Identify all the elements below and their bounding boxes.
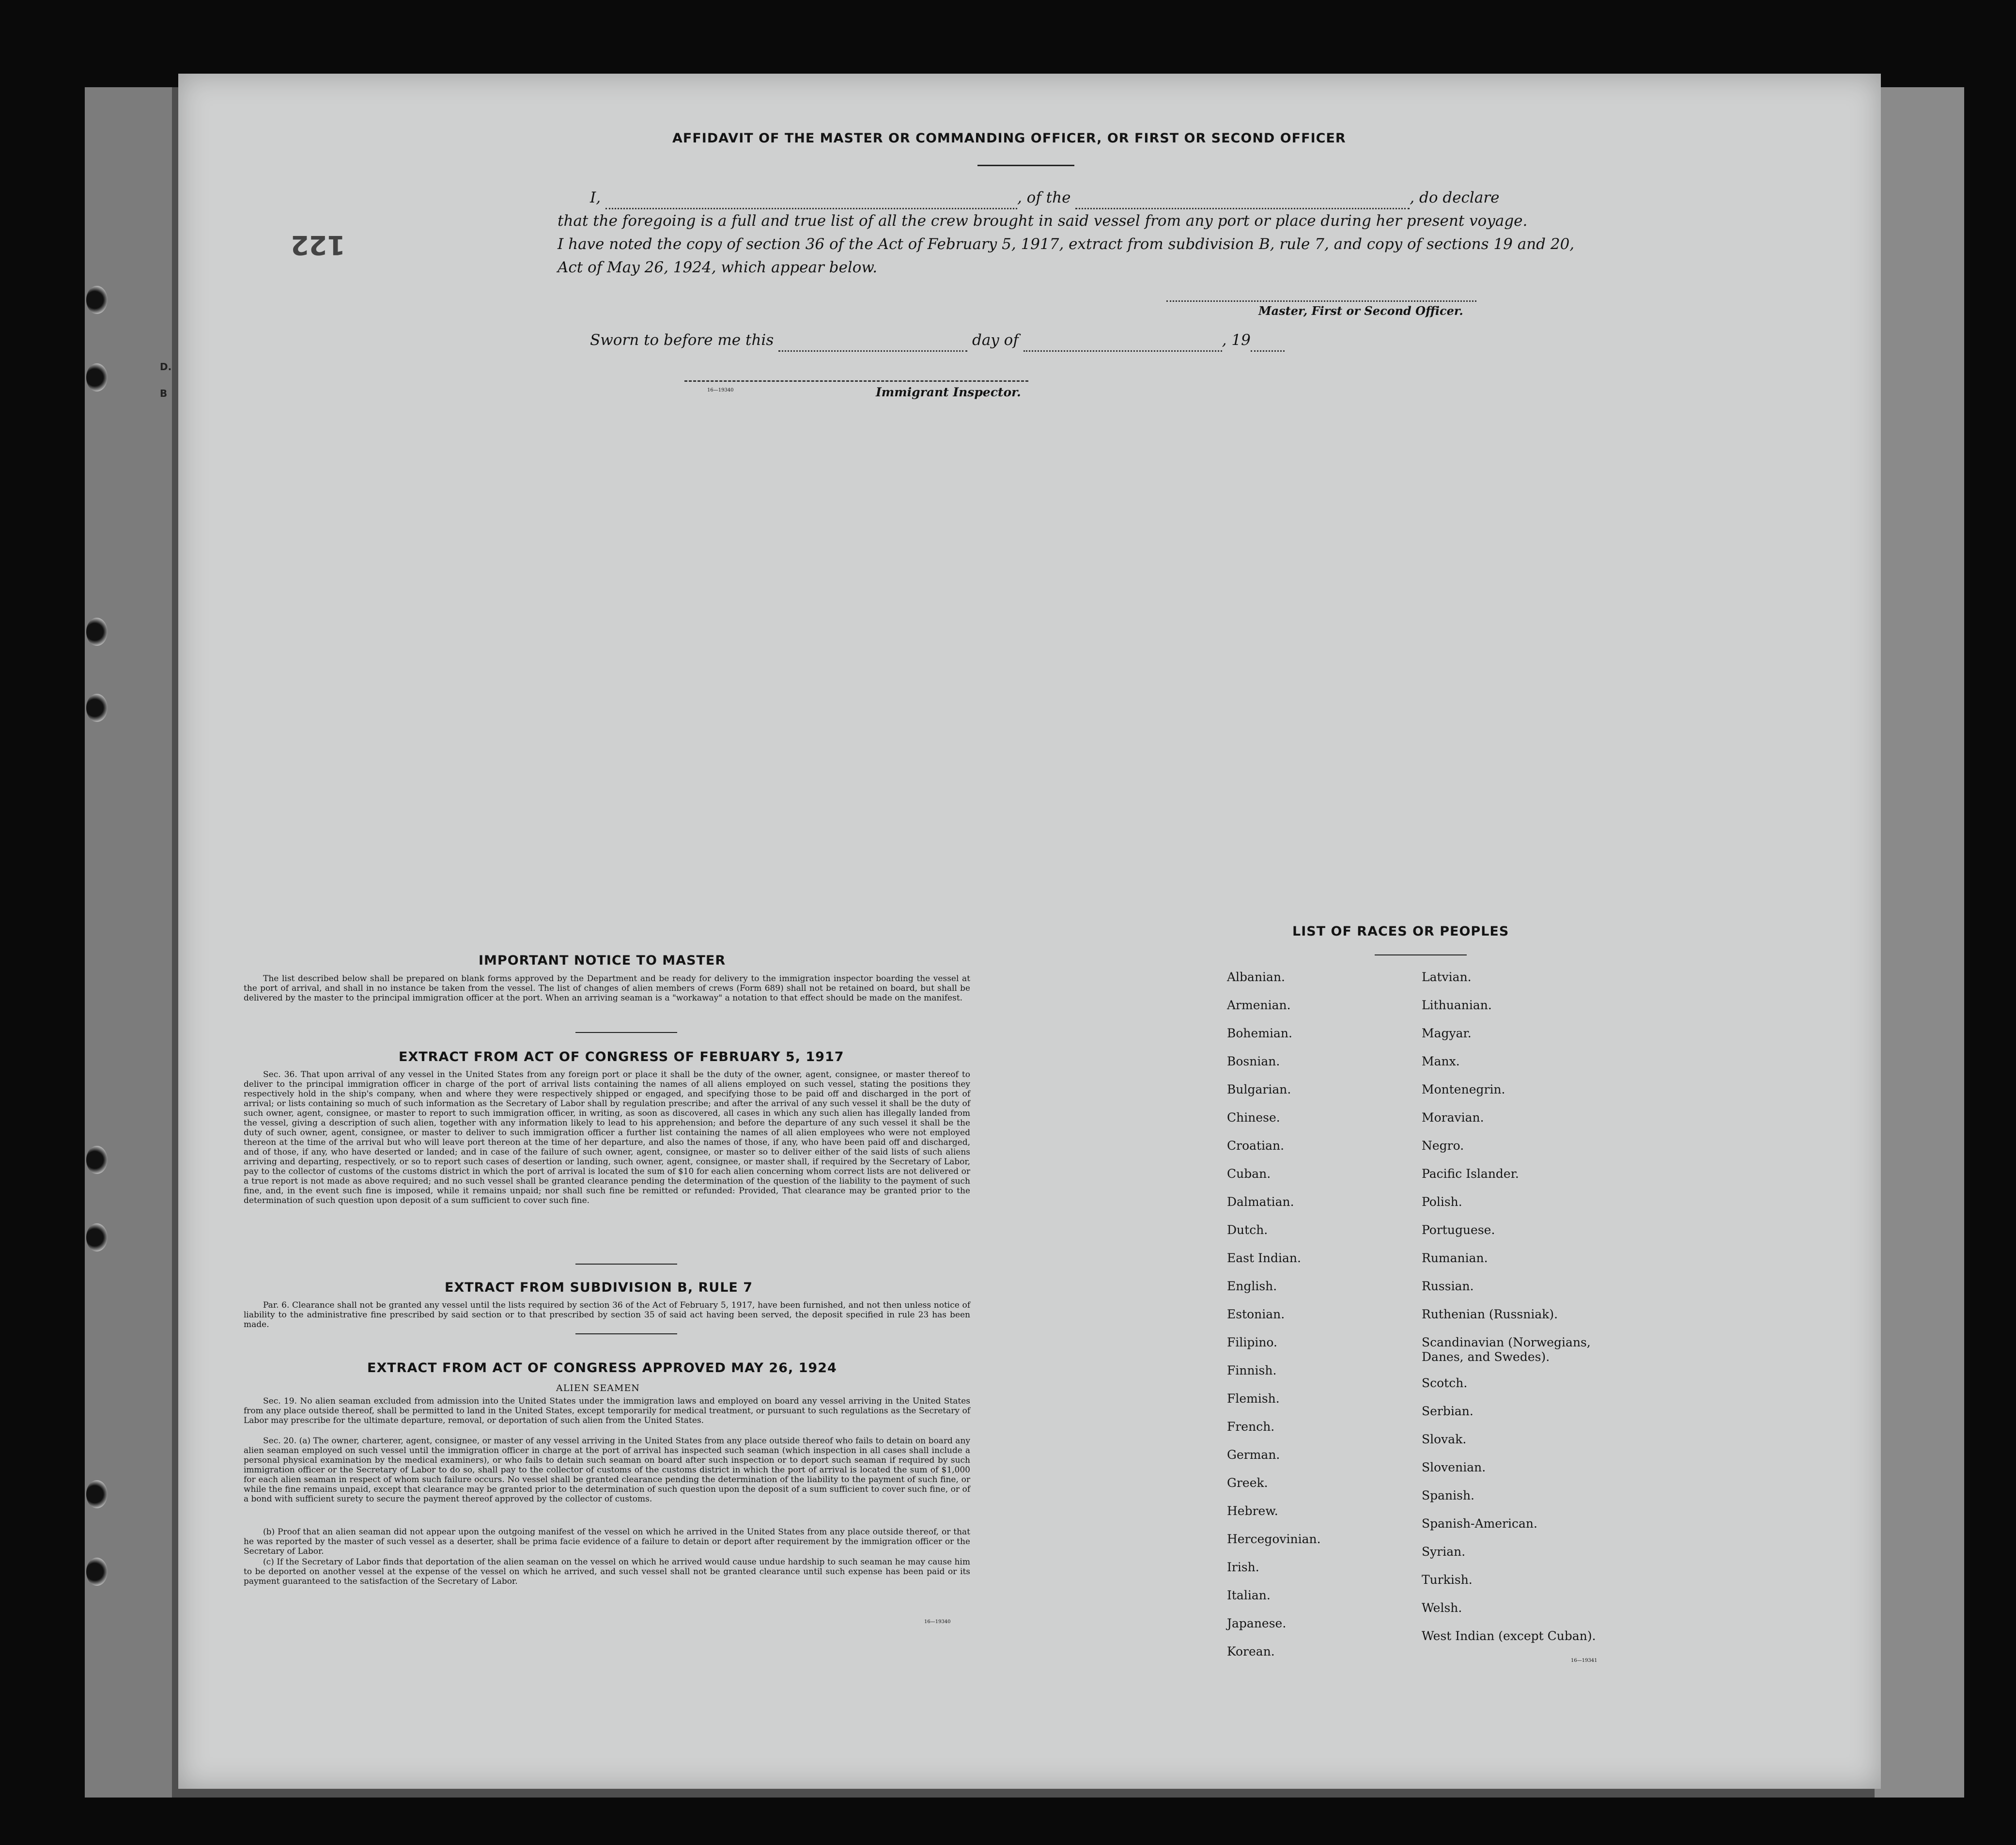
affidavit-line1 (590, 186, 1675, 209)
race-item: Albanian. (1227, 970, 1286, 984)
binder-hole-icon (86, 286, 108, 314)
signature-label: Master, First or Second Officer. (1258, 304, 1463, 318)
race-item: Korean. (1227, 1644, 1275, 1658)
extract-1924-title: EXTRACT FROM ACT OF CONGRESS APPROVED MAY 26, 1924 (367, 1360, 837, 1376)
binder-hole-icon (86, 694, 108, 722)
inspector-label: Immigrant Inspector. (876, 385, 1021, 399)
sworn-day-field[interactable] (778, 337, 967, 352)
divider (575, 1032, 677, 1033)
race-item: Bosnian. (1227, 1054, 1280, 1068)
race-item: Irish. (1227, 1560, 1259, 1574)
extract-1917-text: Sec. 36. That upon arrival of any vessel in the United States from any foreign port or place it shall be the duty of the owner, agent, consignee, or master thereof to deliver to the principal immigration officer in charge of the port of arrival lists containing the names of all aliens employed on such vessel, stating the positions they respectively hold in the ship's company, when and where they were respectively shipped or engaged, and specifying those to be paid off and discharged in the port of arrival; or lists containing so much of such information as the Secretary of Labor shall by regulation prescribe; and after the arrival of any such vessel it shall be the duty of such owner, agent, consignee, or master to report to such immigration officer, in writing, as soon as discovered, all cases in which any such alien has illegally landed from the vessel, giving a description of such alien, together with any information likely to lead to his apprehension; and before the departure of any such vessel it shall be the duty of such owner, agent, consignee, or master to deliver to such immigration officer a further list containing the names of all alien employees who were not employed thereon at the time of the arrival but who will leave port thereon at the time of her departure, and also the names of those, if any, who have been paid off and discharged, and of those, if any, who have deserted or landed; and in case of the failure of such owner, agent, consignee, or master so to deliver either of the said lists of such aliens arriving and departing, respectively, or so to report such cases of desertion or landing, such owner, agent, consignee, or master shall, if required by the Secretary of Labor, pay to the collector of customs of the customs district in which the port of arrival is located the sum of $10 for each alien concerning whom correct lists are not delivered or a true report is not made as above required; and no such vessel shall be granted clearance pending the determination of the question of the liability to the payment of such fine, and, in the event such fine is imposed, while it remains unpaid; nor shall such fine be remitted or refunded: Provided, That clearance may be granted prior to the determination of such question upon deposit of a sum sufficient to cover such fine. (244, 1070, 970, 1205)
race-item: Spanish-American. (1422, 1517, 1537, 1531)
race-item: Montenegrin. (1422, 1082, 1505, 1096)
races-title: LIST OF RACES OR PEOPLES (1292, 924, 1509, 939)
race-item: Hebrew. (1227, 1504, 1278, 1518)
do-declare-label: , do declare (1410, 189, 1500, 206)
race-item: French. (1227, 1420, 1275, 1434)
race-item: West Indian (except Cuban). (1422, 1629, 1596, 1643)
race-item: Ruthenian (Russniak). (1422, 1307, 1558, 1321)
race-item: Serbian. (1422, 1404, 1473, 1418)
race-item: Syrian. (1422, 1545, 1466, 1559)
divider (575, 1264, 677, 1265)
sec20b-text: (b) Proof that an alien seaman did not appear upon the outgoing manifest of the vessel on which he arrived in the United States from any place outside thereof, or that he was reported by the master of such vessel as a deserter, shall be prima facie evidence of a failure to detain or deport after requirement by the immigration officer or the Secretary of Labor. (244, 1527, 970, 1556)
race-item: Armenian. (1227, 998, 1291, 1012)
affidavit-line3: I have noted the copy of section 36 of the Act of February 5, 1917, extract from subdivision B, rule 7, and copy of sections 19 and 20, (558, 235, 1575, 253)
race-item: Scandinavian (Norwegians, Danes, and Swedes). (1422, 1335, 1591, 1364)
divider (977, 165, 1074, 166)
margin-mark: D. (160, 361, 172, 373)
race-item: Polish. (1422, 1195, 1462, 1209)
margin-mark: B (160, 388, 168, 399)
year-label: , 19 (1222, 331, 1251, 349)
binder-hole-icon (86, 363, 108, 391)
binder-hole-icon (86, 1146, 108, 1174)
of-the-label: , of the (1017, 189, 1071, 206)
race-item: Japanese. (1227, 1616, 1287, 1630)
race-item: Bohemian. (1227, 1026, 1292, 1040)
extract-rule7-text: Par. 6. Clearance shall not be granted any vessel until the lists required by section 36 of the Act of February 5, 1917, have been furnished, and not then unless notice of liability to the administrative fine prescribed by said section or to that prescribed by section 35 of said act having been served, the deposit specified in rule 23 has been made. (244, 1300, 970, 1329)
race-item: Cuban. (1227, 1167, 1271, 1181)
sec20a-text: Sec. 20. (a) The owner, charterer, agent, consignee, or master of any vessel arriving in the United States from any place outside thereof who fails to detain on board any alien seaman employed on such vessel until the immigration officer in charge at the port of arrival has inspected such seaman (which inspection in all cases shall include a personal physical examination by the medical examiners), or who fails to detain such seaman on board after such inspection or to deport such seaman if required by such immigration officer or the Secretary of Labor to do so, shall pay to the collector of customs of the customs district in which the port of arrival is located the sum of $1,000 for each alien seaman in respect of whom such failure occurs. No vessel shall be granted clearance pending the determination of the liability to the payment of such fine, or while the fine remains unpaid, except that clearance may be granted prior to the determination of such question upon the deposit of a sum sufficient to cover such fine, or of a bond with sufficient surety to secure the payment thereof approved by the collector of customs. (244, 1436, 970, 1504)
race-item: Scotch. (1422, 1376, 1468, 1390)
form-number: 16—19341 (1571, 1658, 1597, 1663)
affidavit-line4: Act of May 26, 1924, which appear below. (558, 259, 878, 276)
alien-seamen-subtitle: ALIEN SEAMEN (556, 1383, 640, 1393)
binder-hole-icon (86, 618, 108, 646)
sworn-year-field[interactable] (1251, 337, 1285, 352)
race-item: Turkish. (1422, 1573, 1473, 1587)
declarant-label: I, (590, 189, 601, 206)
binder-hole-icon (86, 1558, 108, 1586)
race-item: Welsh. (1422, 1601, 1462, 1615)
extract-1917-title: EXTRACT FROM ACT OF CONGRESS OF FEBRUARY 5, 1917 (399, 1049, 844, 1064)
divider (575, 1333, 677, 1334)
sec19-text: Sec. 19. No alien seaman excluded from admission into the United States under the immigration laws and employed on board any vessel arriving in the United States from any place outside thereof, shall be permitted to land in the United States, except temporarily for medical treatment, or pursuant to such regulations as the Secretary of Labor may prescribe for the ultimate departure, removal, or deportation of such alien from the United States. (244, 1396, 970, 1425)
race-item: Russian. (1422, 1279, 1474, 1293)
form-number: 16—19340 (707, 388, 734, 393)
day-of-label: day of (972, 331, 1019, 349)
binder-hole-icon (86, 1480, 108, 1508)
name-field[interactable] (605, 194, 1017, 209)
race-item: Slovak. (1422, 1432, 1467, 1446)
race-item: Bulgarian. (1227, 1082, 1291, 1096)
race-item: Lithuanian. (1422, 998, 1492, 1012)
sworn-line (590, 328, 1285, 352)
handwritten-sheet-number: 122 (291, 230, 345, 260)
race-item: Pacific Islander. (1422, 1167, 1519, 1181)
right-binding-strip (1875, 87, 1964, 1798)
race-item: Dalmatian. (1227, 1195, 1294, 1209)
race-item: Magyar. (1422, 1026, 1472, 1040)
race-item: Estonian. (1227, 1307, 1285, 1321)
race-item: Italian. (1227, 1588, 1271, 1602)
race-item: Portuguese. (1422, 1223, 1495, 1237)
sworn-label: Sworn to before me this (590, 331, 774, 349)
left-binding-strip (85, 87, 172, 1798)
race-item: Moravian. (1422, 1110, 1484, 1125)
race-item: Spanish. (1422, 1488, 1475, 1502)
race-item: Latvian. (1422, 970, 1472, 984)
affidavit-line2: that the foregoing is a full and true list of all the crew brought in said vessel from any port or place during her present voyage. (558, 212, 1528, 230)
race-item: Dutch. (1227, 1223, 1268, 1237)
race-item: Slovenian. (1422, 1460, 1486, 1474)
race-item: Hercegovinian. (1227, 1532, 1321, 1546)
race-item: Manx. (1422, 1054, 1460, 1068)
race-item: Flemish. (1227, 1392, 1280, 1406)
form-number: 16—19340 (924, 1619, 951, 1625)
form-sheet (178, 74, 1881, 1789)
vessel-field[interactable] (1075, 194, 1410, 209)
sec20c-text: (c) If the Secretary of Labor finds that deportation of the alien seaman on the vessel on which he arrived would cause undue hardship to such seaman he may cause him to be deported on another vessel at the expense of the vessel on which he arrived, and such vessel shall not be granted clearance until such expense has been paid or its payment guaranteed to the satisfaction of the Secretary of Labor. (244, 1557, 970, 1586)
race-item: Chinese. (1227, 1110, 1280, 1125)
race-item: Filipino. (1227, 1335, 1277, 1349)
binder-hole-icon (86, 1223, 108, 1251)
race-item: Croatian. (1227, 1139, 1285, 1153)
race-item: Negro. (1422, 1139, 1464, 1153)
race-item: East Indian. (1227, 1251, 1301, 1265)
race-item: Finnish. (1227, 1363, 1277, 1377)
extract-rule7-title: EXTRACT FROM SUBDIVISION B, RULE 7 (445, 1280, 753, 1295)
notice-text: The list described below shall be prepared on blank forms approved by the Department and be ready for delivery to the immigration inspector boarding the vessel at the port of arrival, and shall in no instance be taken from the vessel. The list of changes of alien members of crews (Form 689) shall not be retained on board, but shall be delivered by the master to the principal immigration officer at the port. When an arriving seaman is a "workaway" a notation to that effect should be made on the manifest. (244, 974, 970, 1003)
race-item: English. (1227, 1279, 1277, 1293)
notice-title: IMPORTANT NOTICE TO MASTER (479, 953, 726, 968)
race-item: German. (1227, 1448, 1280, 1462)
affidavit-title: AFFIDAVIT OF THE MASTER OR COMMANDING OFFICER, OR FIRST OR SECOND OFFICER (672, 131, 1346, 146)
divider (1375, 954, 1467, 955)
race-item: Greek. (1227, 1476, 1268, 1490)
sworn-month-field[interactable] (1024, 337, 1222, 352)
race-item: Rumanian. (1422, 1251, 1488, 1265)
